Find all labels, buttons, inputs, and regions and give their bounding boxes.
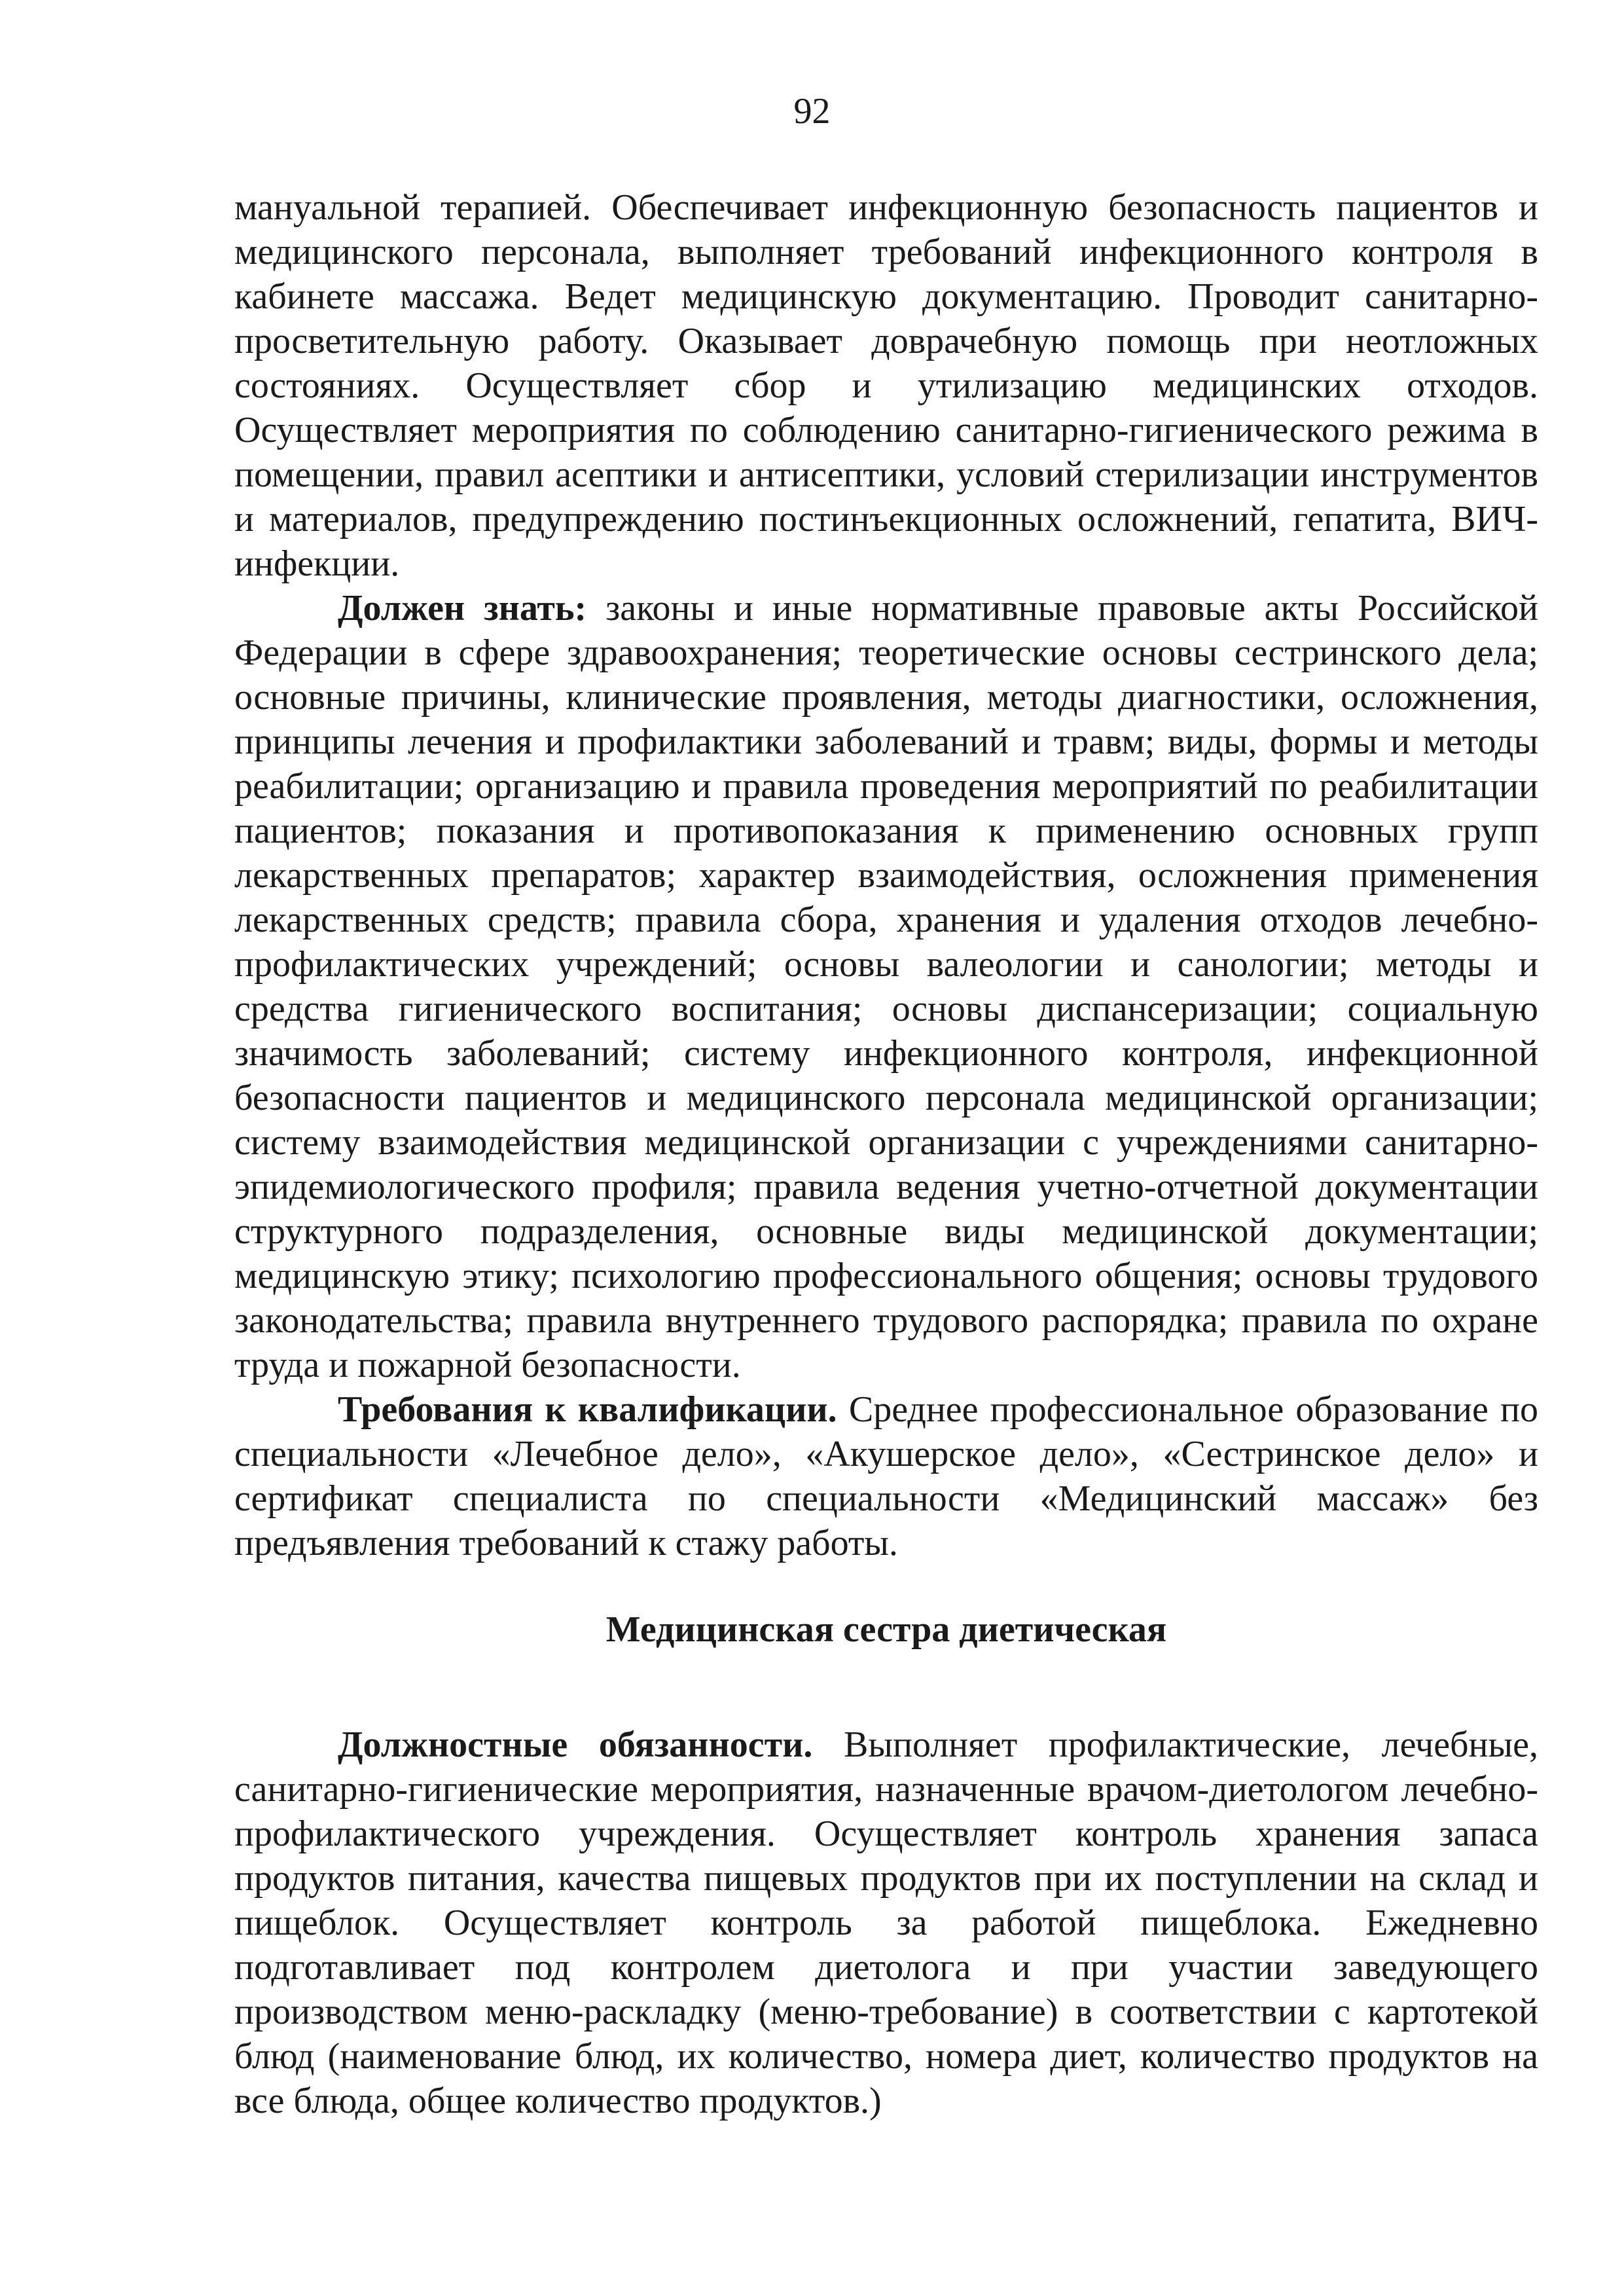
duties-text: Выполняет профилактические, лечебные, санитарно-гигиенические мероприятия, назначенные врачом-диетологом лечебно-профилактического учреждения. Осуществляет контроль хранения запаса продуктов питания, качества пищевых продуктов при их поступлении на склад и пищеблок. Осуществляет контроль за работой пищеблока. Ежедневно подготавливает под контролем диетолога и при участии заведующего производством меню-раскладку (меню-требование) в соответствии с картотекой блюд (наименование блюд, их количество, номера диет, количество продуктов на все блюда, общее количество продуктов.)	[234, 1724, 1538, 2121]
paragraph-qualification	[234, 1387, 1538, 1565]
qualification-label: Требования к квалификации.	[338, 1389, 837, 1430]
page-number: 92	[793, 91, 831, 132]
must-know-text: законы и иные нормативные правовые акты Российской Федерации в сфере здравоохранения; теоретические основы сестринского дела; основные причины, клинические проявления, методы диагностики, осложнения, принципы лечения и профилактики заболеваний и травм; виды, формы и методы реабилитации; организацию и правила проведения мероприятий по реабилитации пациентов; показания и противопоказания к применению основных групп лекарственных препаратов; характер взаимодействия, осложнения применения лекарственных средств; правила сбора, хранения и удаления отходов лечебно-профилактических учреждений; основы валеологии и санологии; методы и средства гигиенического воспитания; основы диспансеризации; социальную значимость заболеваний; систему инфекционного контроля, инфекционной безопасности пациентов и медицинского персонала медицинской организации; систему взаимодействия медицинской организации с учреждениями санитарно-эпидемиологического профиля; правила ведения учетно-отчетной документации структурного подразделения, основные виды медицинской документации; медицинскую этику; психологию профессионального общения; основы трудового законодательства; правила внутреннего трудового распорядка; правила по охране труда и пожарной безопасности.	[234, 588, 1538, 1385]
document-body	[234, 185, 1538, 2123]
must-know-label: Должен знать:	[338, 588, 587, 629]
section-title: Медицинская сестра диетическая	[605, 1609, 1167, 1650]
paragraph-duties	[234, 1722, 1538, 2123]
paragraph-must-know	[234, 586, 1538, 1387]
duties-label: Должностные обязанности.	[338, 1724, 813, 1765]
qualification-text: Среднее профессиональное образование по специальности «Лечебное дело», «Акушерское дело», «Сестринское дело» и сертификат специалиста по специальности «Медицинский массаж» без предъявления требований к стажу работы.	[234, 1389, 1538, 1563]
paragraph-continuation: мануальной терапией. Обеспечивает инфекционную безопасность пациентов и медицинского персонала, выполняет требований инфекционного контроля в кабинете массажа. Ведет медицинскую документацию. Проводит санитарно-просветительную работу. Оказывает доврачебную помощь при неотложных состояниях. Осуществляет сбор и утилизацию медицинских отходов. Осуществляет мероприятия по соблюдению санитарно-гигиенического режима в помещении, правил асептики и антисептики, условий стерилизации инструментов и материалов, предупреждению постинъекционных осложнений, гепатита, ВИЧ-инфекции.	[234, 187, 1538, 584]
